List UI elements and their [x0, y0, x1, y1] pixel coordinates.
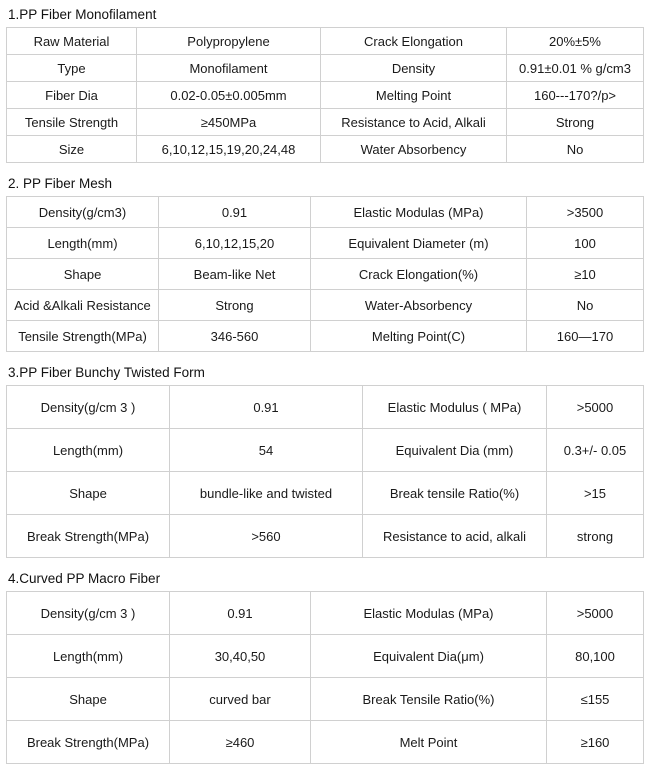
section-spacer — [6, 163, 643, 173]
cell-label: Melting Point — [321, 82, 507, 109]
cell-label: Crack Elongation(%) — [311, 259, 527, 290]
table-row — [7, 386, 644, 429]
cell-label: Fiber Dia — [7, 82, 137, 109]
cell-value: >560 — [170, 515, 363, 558]
cell-value: 6,10,12,15,19,20,24,48 — [137, 136, 321, 163]
table-row — [7, 592, 644, 635]
cell-label: Tensile Strength(MPa) — [7, 321, 159, 352]
table-row — [7, 28, 644, 55]
section-spacer — [6, 352, 643, 362]
table-row — [7, 82, 644, 109]
cell-label: Size — [7, 136, 137, 163]
cell-value: 20%±5% — [507, 28, 644, 55]
cell-value: 0.91 — [170, 592, 311, 635]
table-row — [7, 259, 644, 290]
cell-label: Melt Point — [311, 721, 547, 764]
cell-label: Acid &Alkali Resistance — [7, 290, 159, 321]
cell-value: Strong — [159, 290, 311, 321]
table-row — [7, 290, 644, 321]
cell-label: Equivalent Dia (mm) — [363, 429, 547, 472]
cell-value: strong — [547, 515, 644, 558]
cell-value: Strong — [507, 109, 644, 136]
cell-label: Water-Absorbency — [311, 290, 527, 321]
cell-value: Polypropylene — [137, 28, 321, 55]
cell-value: 54 — [170, 429, 363, 472]
cell-label: Break Strength(MPa) — [7, 721, 170, 764]
spec-table — [6, 385, 644, 558]
table-row — [7, 228, 644, 259]
cell-label: Tensile Strength — [7, 109, 137, 136]
cell-label: Density(g/cm 3 ) — [7, 386, 170, 429]
spec-table — [6, 27, 644, 163]
cell-value: >15 — [547, 472, 644, 515]
cell-label: Equivalent Dia(μm) — [311, 635, 547, 678]
cell-value: >5000 — [547, 386, 644, 429]
cell-value: Monofilament — [137, 55, 321, 82]
spec-table — [6, 591, 644, 764]
cell-value: ≥160 — [547, 721, 644, 764]
cell-value: 0.91±0.01 % g/cm3 — [507, 55, 644, 82]
cell-value: 0.02-0.05±0.005mm — [137, 82, 321, 109]
cell-value: ≤155 — [547, 678, 644, 721]
cell-value: >3500 — [527, 197, 644, 228]
cell-value: 160—170 — [527, 321, 644, 352]
section-pp-fiber-monofilament — [6, 4, 643, 163]
section-title: 1.PP Fiber Monofilament — [8, 7, 157, 22]
cell-label: Length(mm) — [7, 429, 170, 472]
cell-label: Equivalent Diameter (m) — [311, 228, 527, 259]
cell-value: 0.3+/- 0.05 — [547, 429, 644, 472]
section-spacer — [6, 558, 643, 568]
section-title: 4.Curved PP Macro Fiber — [8, 571, 161, 586]
cell-value: ≥460 — [170, 721, 311, 764]
table-row — [7, 55, 644, 82]
cell-value: 30,40,50 — [170, 635, 311, 678]
cell-label: Elastic Modulus ( MPa) — [363, 386, 547, 429]
cell-label: Resistance to acid, alkali — [363, 515, 547, 558]
section-pp-fiber-mesh — [6, 173, 643, 352]
cell-value: ≥450MPa — [137, 109, 321, 136]
section-title: 2. PP Fiber Mesh — [8, 176, 113, 191]
cell-label: Length(mm) — [7, 228, 159, 259]
cell-value: >5000 — [547, 592, 644, 635]
table-row — [7, 136, 644, 163]
cell-value: Beam-like Net — [159, 259, 311, 290]
cell-label: Elastic Modulas (MPa) — [311, 197, 527, 228]
section-curved-pp-macro-fiber — [6, 568, 643, 764]
cell-label: Density — [321, 55, 507, 82]
table-row — [7, 472, 644, 515]
table-row — [7, 197, 644, 228]
cell-value: 160---170?/p> — [507, 82, 644, 109]
cell-value: 0.91 — [159, 197, 311, 228]
cell-label: Elastic Modulas (MPa) — [311, 592, 547, 635]
section-title: 3.PP Fiber Bunchy Twisted Form — [8, 365, 205, 380]
cell-label: Resistance to Acid, Alkali — [321, 109, 507, 136]
cell-value: No — [527, 290, 644, 321]
cell-label: Shape — [7, 259, 159, 290]
cell-value: curved bar — [170, 678, 311, 721]
cell-label: Length(mm) — [7, 635, 170, 678]
cell-label: Crack Elongation — [321, 28, 507, 55]
cell-value: 80,100 — [547, 635, 644, 678]
cell-label: Break Strength(MPa) — [7, 515, 170, 558]
table-row — [7, 678, 644, 721]
cell-value: bundle-like and twisted — [170, 472, 363, 515]
cell-label: Shape — [7, 472, 170, 515]
cell-label: Type — [7, 55, 137, 82]
cell-label: Raw Material — [7, 28, 137, 55]
cell-value: 0.91 — [170, 386, 363, 429]
cell-label: Density(g/cm 3 ) — [7, 592, 170, 635]
cell-value: 100 — [527, 228, 644, 259]
table-row — [7, 321, 644, 352]
cell-label: Break tensile Ratio(%) — [363, 472, 547, 515]
cell-label: Water Absorbency — [321, 136, 507, 163]
cell-value: 6,10,12,15,20 — [159, 228, 311, 259]
cell-label: Break Tensile Ratio(%) — [311, 678, 547, 721]
table-row — [7, 109, 644, 136]
spec-table — [6, 196, 644, 352]
cell-value: 346-560 — [159, 321, 311, 352]
table-row — [7, 429, 644, 472]
table-row — [7, 721, 644, 764]
section-pp-fiber-bunchy-twisted-form — [6, 362, 643, 558]
cell-label: Density(g/cm3) — [7, 197, 159, 228]
cell-label: Shape — [7, 678, 170, 721]
cell-label: Melting Point(C) — [311, 321, 527, 352]
cell-value: No — [507, 136, 644, 163]
table-row — [7, 635, 644, 678]
table-row — [7, 515, 644, 558]
cell-value: ≥10 — [527, 259, 644, 290]
